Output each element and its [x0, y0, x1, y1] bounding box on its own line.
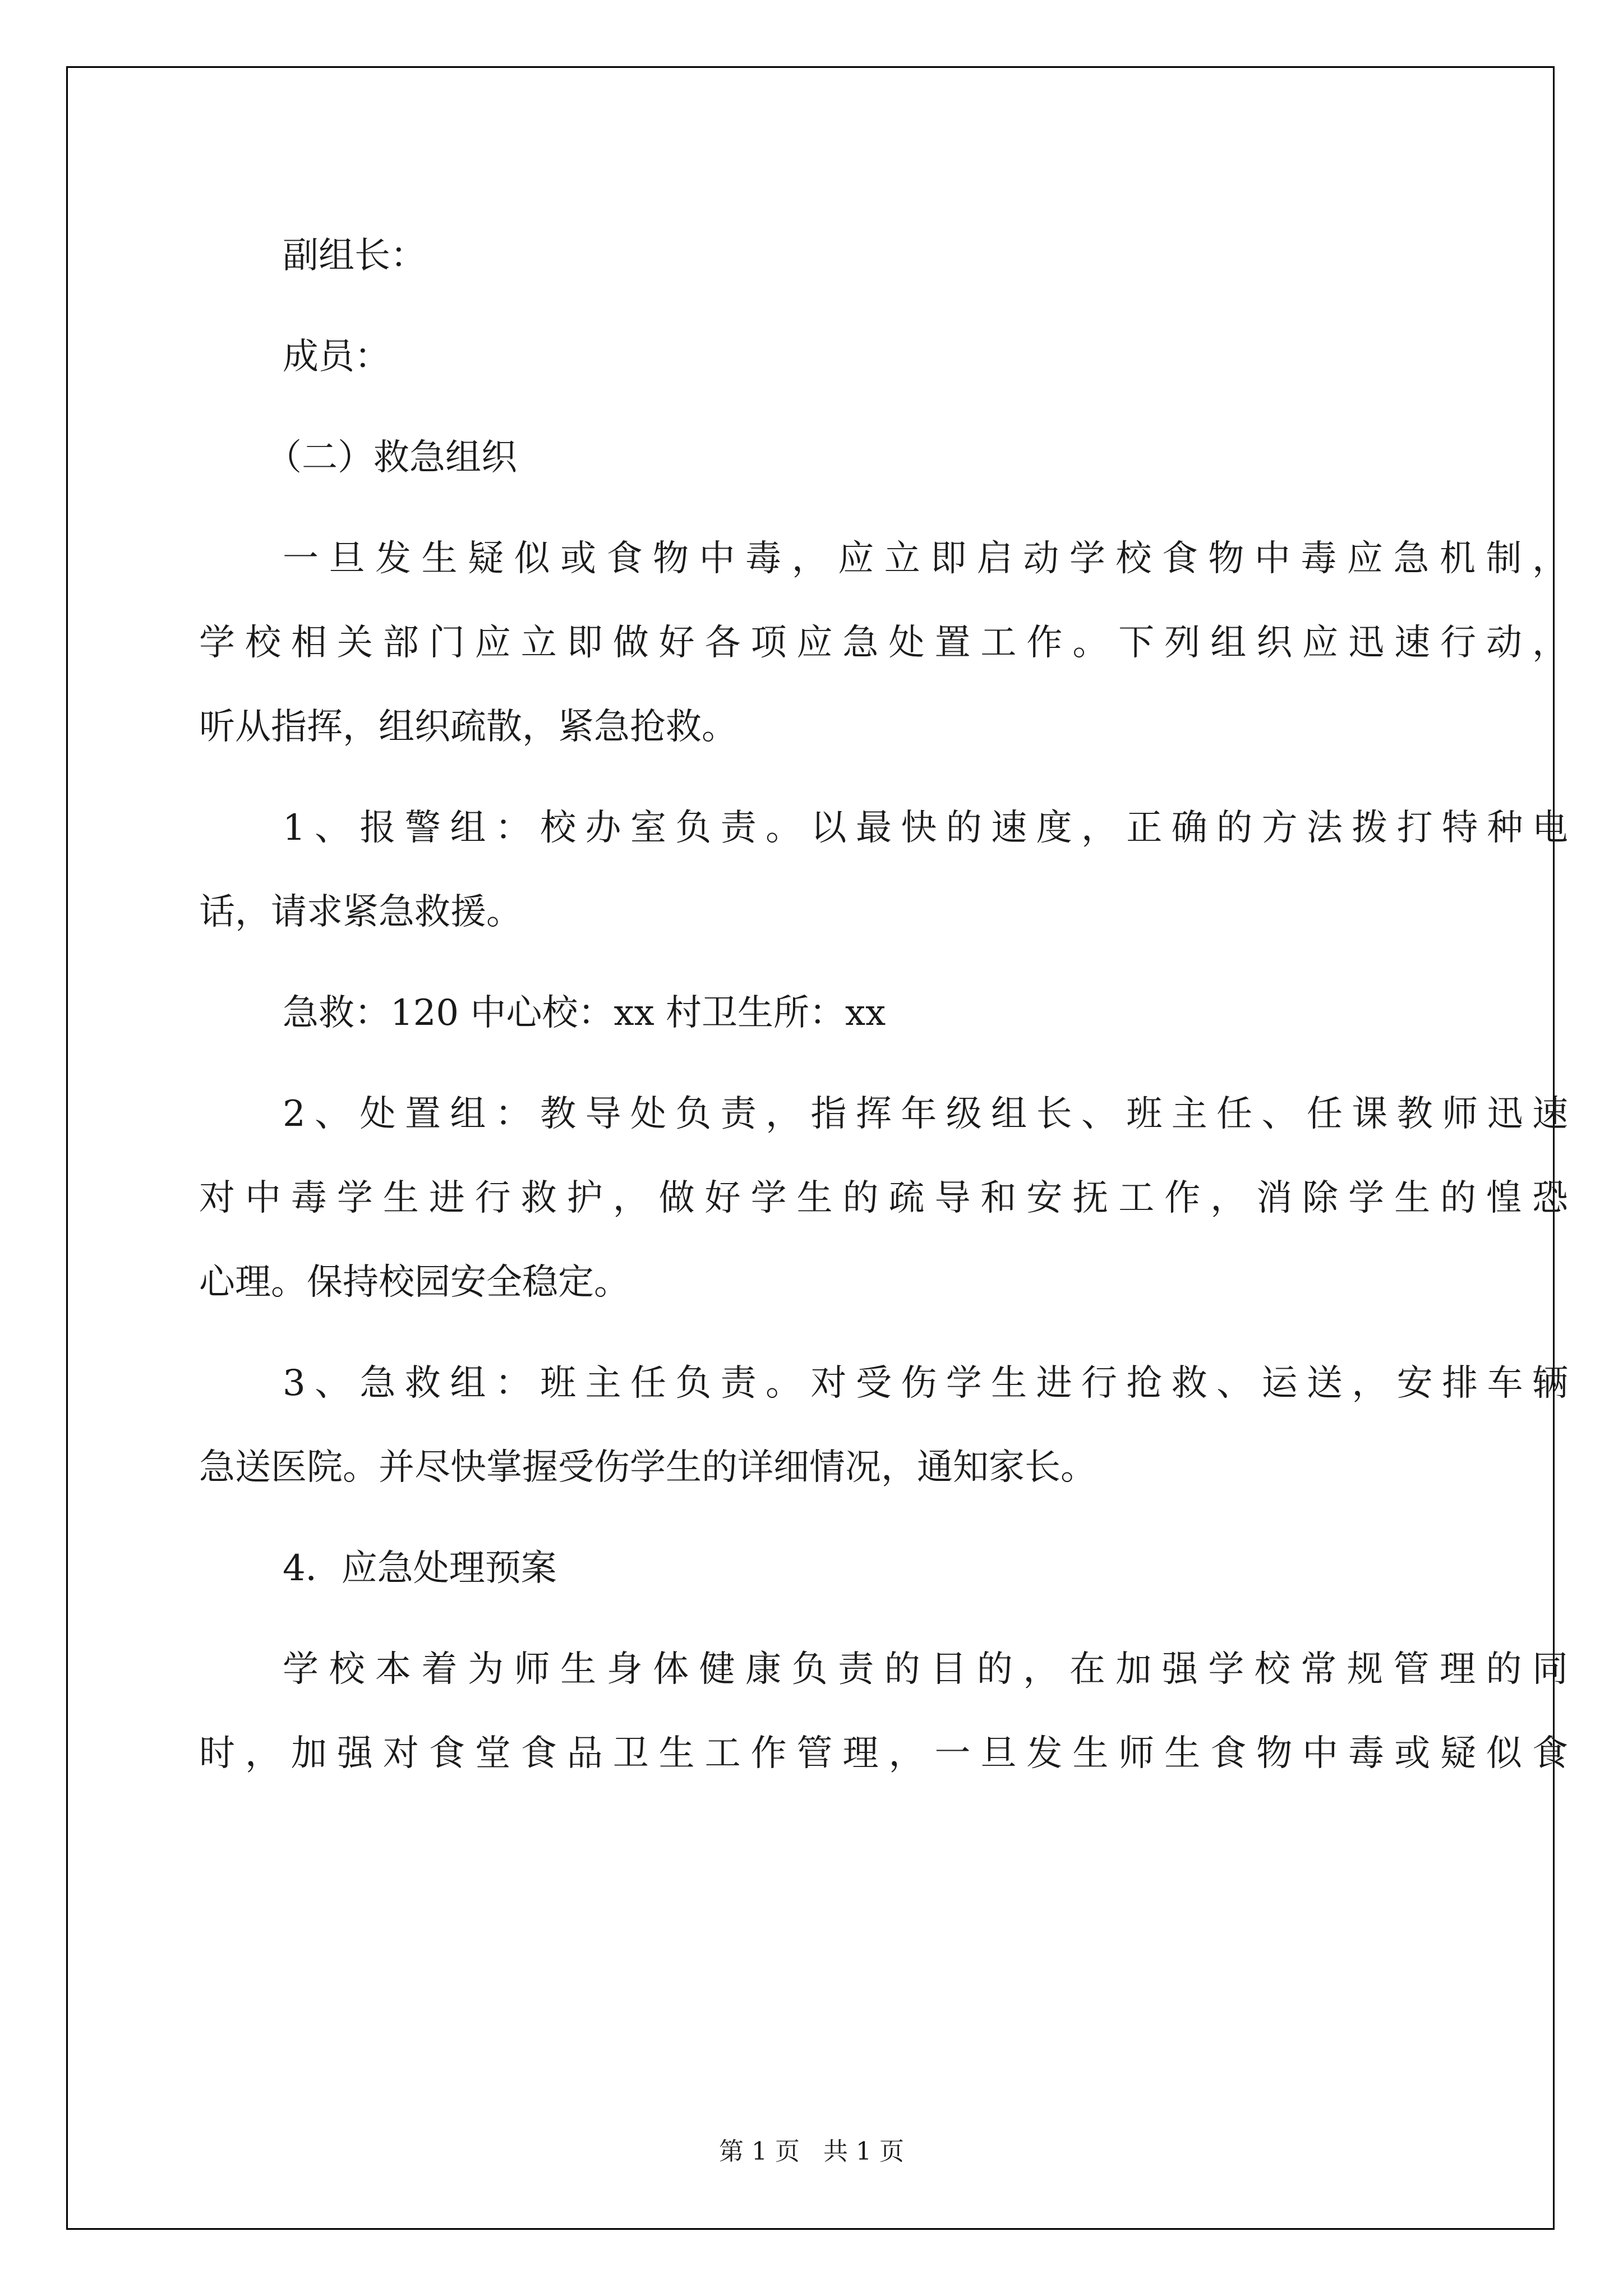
- section-heading-response-plan: 4．应急处理预案: [283, 1548, 557, 1589]
- paragraph-line: 学校相关部门应立即做好各项应急处置工作。下列组织应迅速行动，: [199, 622, 1568, 664]
- paragraph-line: 对中毒学生进行救护，做好学生的疏导和安抚工作，消除学生的惶恐: [199, 1177, 1568, 1219]
- paragraph-line: 3、急救组：班主任负责。对受伤学生进行抢救、运送，安排车辆: [283, 1363, 1568, 1404]
- paragraph-line: 听从指挥，组织疏散，紧急抢救。: [199, 706, 737, 748]
- paragraph-line: 学校本着为师生身体健康负责的目的，在加强学校常规管理的同: [283, 1649, 1568, 1690]
- paragraph-line: 时，加强对食堂食品卫生工作管理，一旦发生师生食物中毒或疑似食: [199, 1733, 1568, 1774]
- paragraph-line: 1、报警组：校办室负责。以最快的速度，正确的方法拨打特种电: [283, 807, 1568, 849]
- line-members: 成员：: [283, 336, 390, 378]
- paragraph-line: 心理。保持校园安全稳定。: [199, 1262, 630, 1303]
- paragraph-line: 话，请求紧急救援。: [199, 891, 522, 933]
- emergency-contacts-line: 急救：120 中心校：xx 村卫生所：xx: [283, 992, 886, 1034]
- paragraph-line: 一旦发生疑似或食物中毒，应立即启动学校食物中毒应急机制，: [283, 538, 1568, 579]
- page-number-footer: 第 1 页 共 1 页: [719, 2137, 904, 2166]
- page-border: [66, 66, 1555, 2230]
- paragraph-line: 急送医院。并尽快掌握受伤学生的详细情况，通知家长。: [199, 1447, 1096, 1488]
- line-vice-leader: 副组长：: [283, 235, 426, 277]
- section-heading-rescue-org: （二）救急组织: [266, 437, 517, 478]
- paragraph-line: 2、处置组：教导处负责，指挥年级组长、班主任、任课教师迅速: [283, 1093, 1568, 1135]
